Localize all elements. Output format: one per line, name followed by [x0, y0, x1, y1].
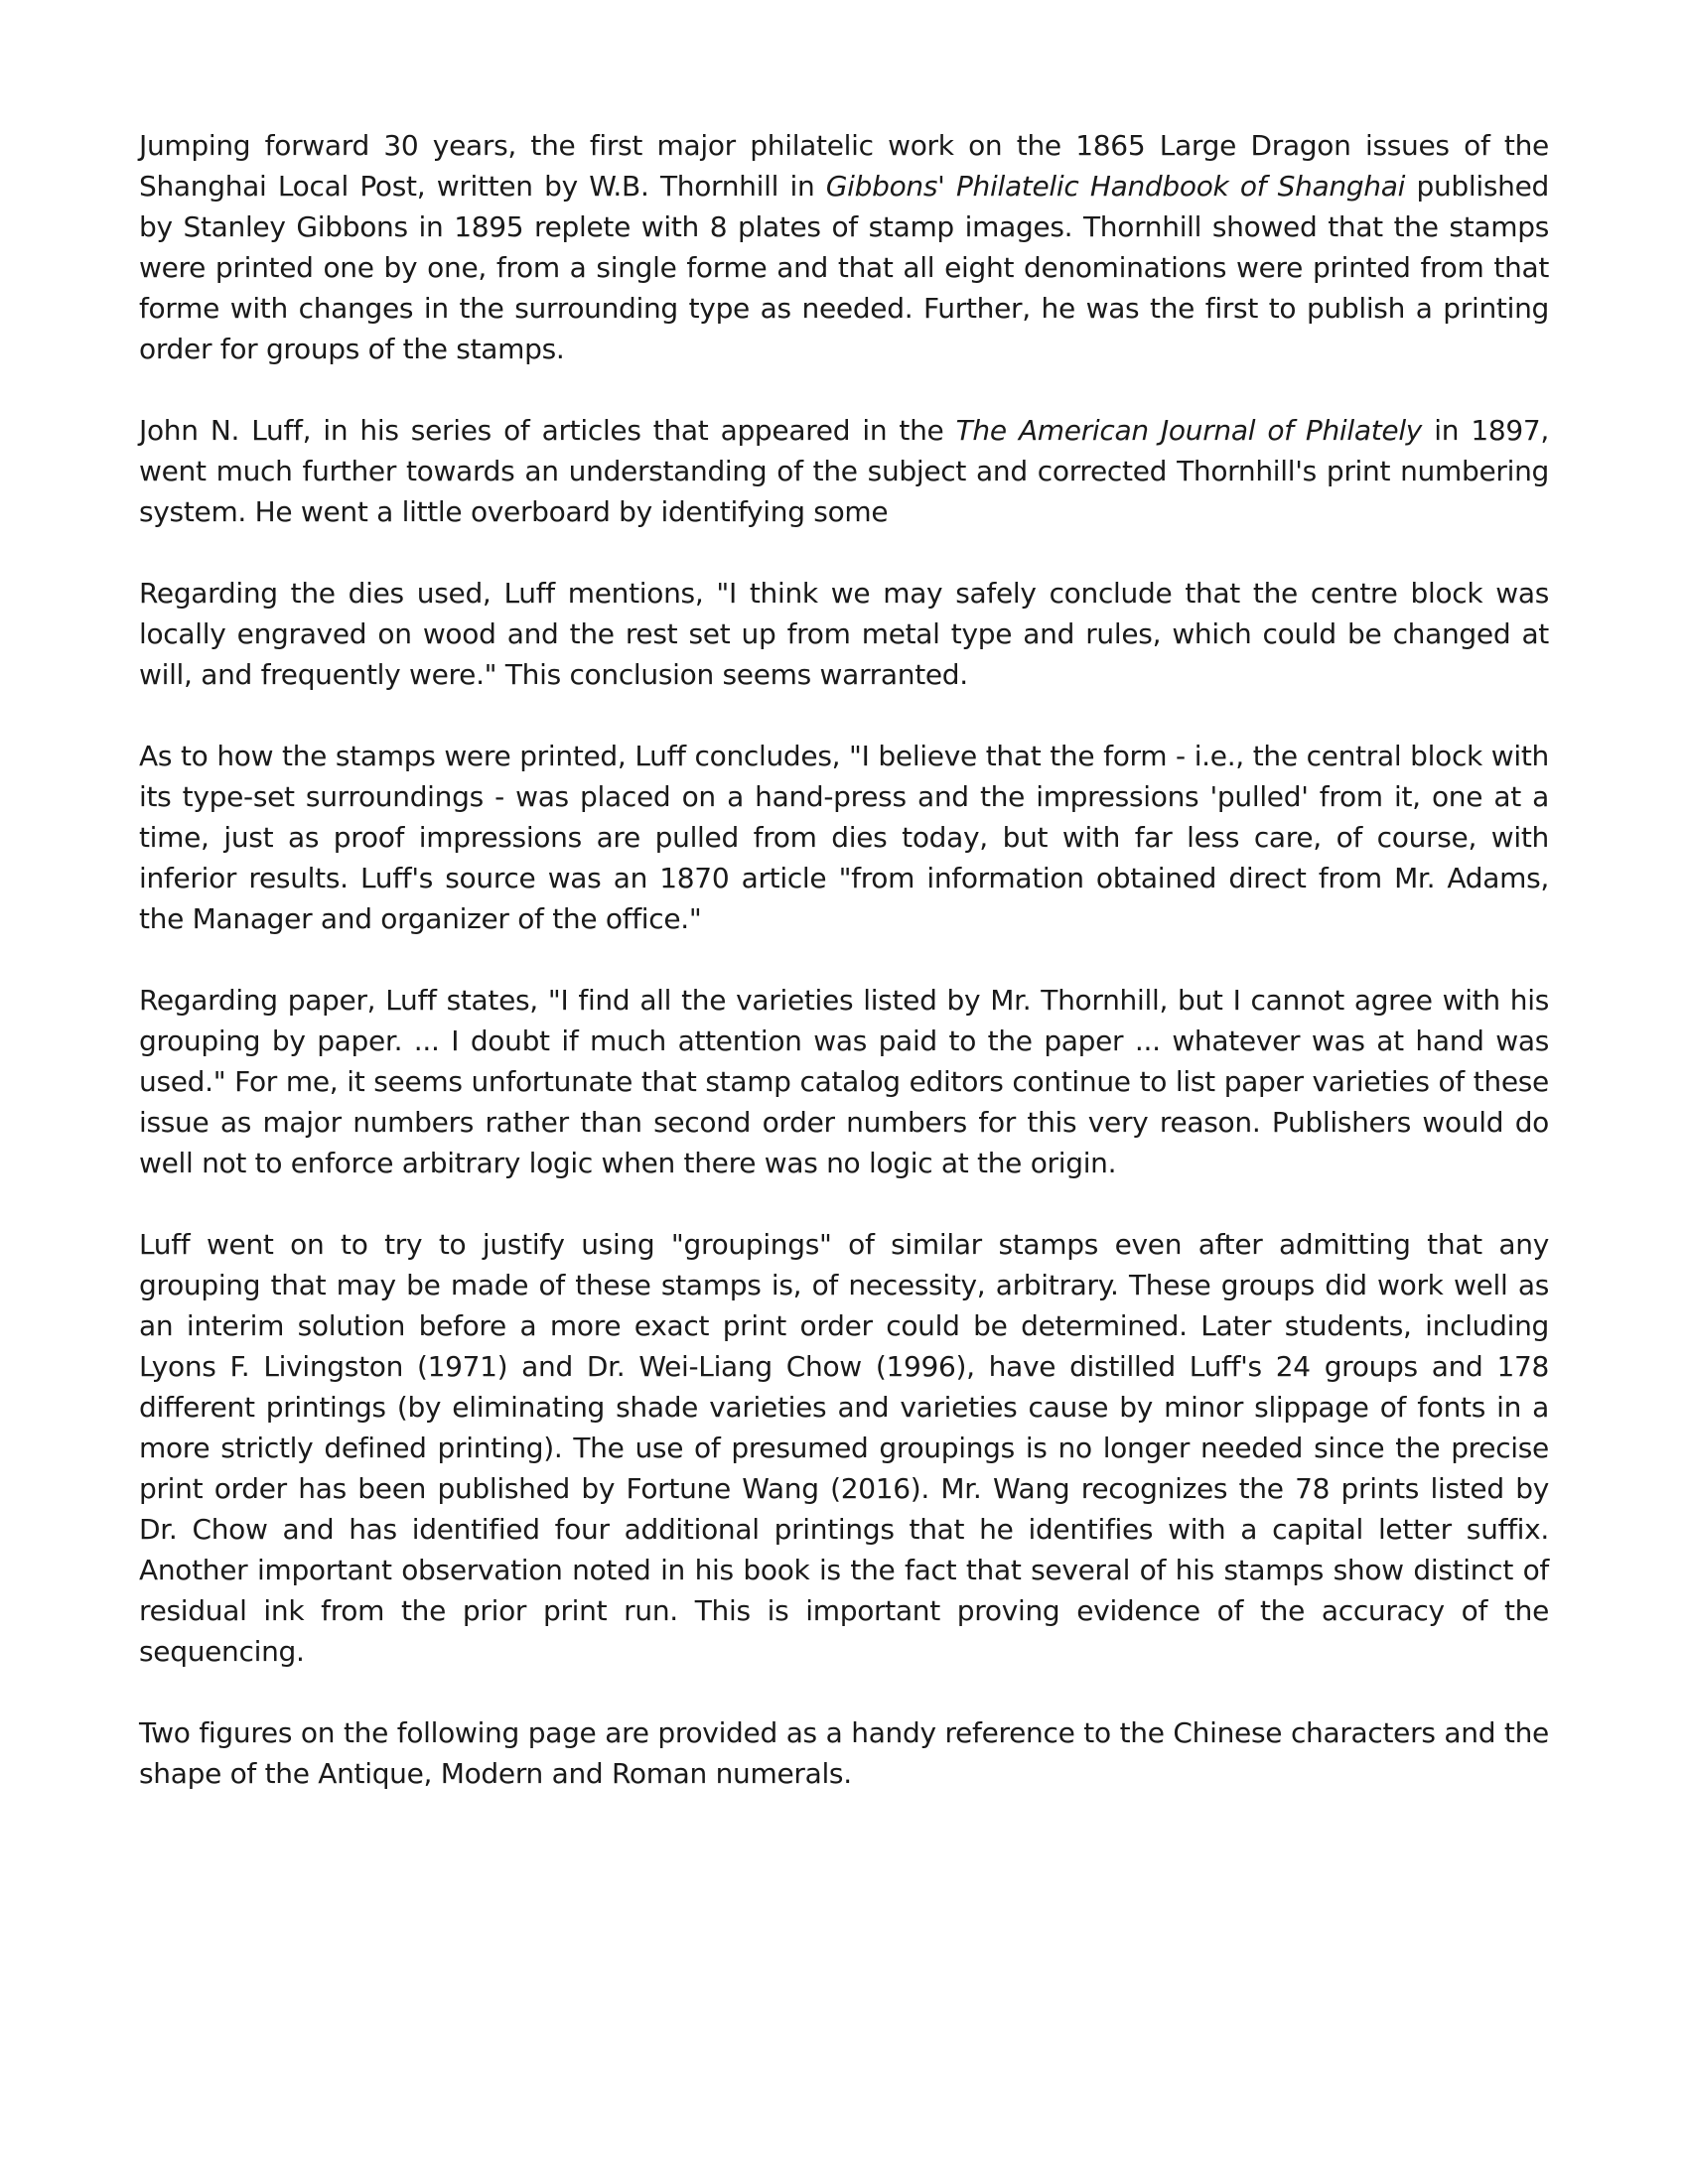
- paragraph-5: [139, 980, 1549, 1183]
- paragraph-text: As to how the stamps were printed, Luff concludes, "I believe that the form - i.e., the central block with its type-set surroundings - was placed on a hand-press and the impressions 'pulled' from it, one at a time, just as proof impressions are pulled from dies today, but with far less care, of course, with inferior results. Luff's source was an 1870 article "from information obtained direct from Mr. Adams, the Manager and organizer of the office.": [139, 740, 1549, 935]
- paragraph-text: Two figures on the following page are provided as a handy reference to the Chinese characters and the shape of the Antique, Modern and Roman numerals.: [139, 1716, 1549, 1790]
- paragraph-6: [139, 1224, 1549, 1672]
- body-text: [139, 125, 1549, 1794]
- paragraph-text: in 1897, went much further towards an understanding of the subject and corrected Thornhill's print numbering system. He went a little overboard by identifying some: [139, 414, 1549, 528]
- paragraph-3: [139, 573, 1549, 695]
- paragraph-text: John N. Luff, in his series of articles that appeared in the: [139, 414, 956, 447]
- paragraph-text: Luff went on to try to justify using "groupings" of similar stamps even after admitting that any grouping that may be made of these stamps is, of necessity, arbitrary. These groups did work well as an interim solution before a more exact print order could be determined. Later students, including Lyons F. Livingston (1971) and Dr. Wei-Liang Chow (1996), have distilled Luff's 24 groups and 178 different printings (by eliminating shade varieties and varieties cause by minor slippage of fonts in a more strictly defined printing). The use of presumed groupings is no longer needed since the precise print order has been published by Fortune Wang (2016). Mr. Wang recognizes the 78 prints listed by Dr. Chow and has identified four additional printings that he identifies with a capital letter suffix. Another important observation noted in his book is the fact that several of his stamps show distinct of residual ink from the prior print run. This is important proving evidence of the accuracy of the sequencing.: [139, 1228, 1549, 1668]
- paragraph-1: [139, 125, 1549, 369]
- paragraph-2: [139, 410, 1549, 532]
- paragraph-4: [139, 736, 1549, 939]
- paragraph-7: [139, 1712, 1549, 1794]
- paragraph-text: Jumping forward 30 years, the first major philatelic work on the 1865 Large Dragon issues of the Shanghai Local Post, written by W.B. Thornhill in: [139, 129, 1549, 203]
- paragraph-text: Regarding the dies used, Luff mentions, "I think we may safely conclude that the centre block was locally engraved on wood and the rest set up from metal type and rules, which could be changed at will, and frequently were." This conclusion seems warranted.: [139, 577, 1549, 691]
- book-title: Gibbons' Philatelic Handbook of Shanghai: [825, 170, 1406, 203]
- journal-title: The American Journal of Philately: [955, 414, 1423, 447]
- paragraph-text: Regarding paper, Luff states, "I find all the varieties listed by Mr. Thornhill, but I cannot agree with his grouping by paper. ... I doubt if much attention was paid to the paper ... whatever was at hand was used." For me, it seems unfortunate that stamp catalog editors continue to list paper varieties of these issue as major numbers rather than second order numbers for this very reason. Publishers would do well not to enforce arbitrary logic when there was no logic at the origin.: [139, 984, 1549, 1179]
- paragraph-text: published by Stanley Gibbons in 1895 replete with 8 plates of stamp images. Thornhill showed that the stamps were printed one by one, from a single forme and that all eight denominations were printed from that forme with changes in the surrounding type as needed. Further, he was the first to publish a printing order for groups of the stamps.: [139, 170, 1549, 365]
